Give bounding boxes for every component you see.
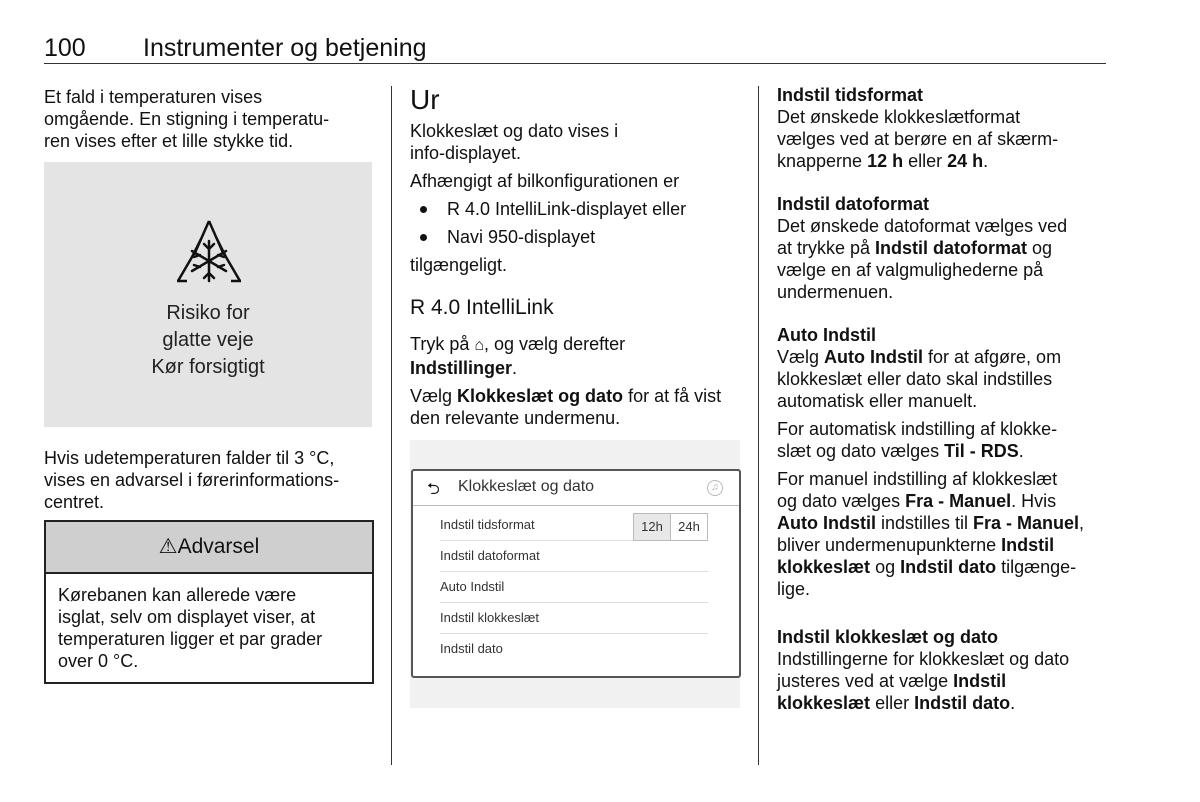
warning-heading: ⚠Advarsel (46, 522, 372, 574)
home-icon: ⌂ (474, 337, 485, 354)
time-format-section: Indstil tidsformat Det ønskede klokkeslætformat vælges ved at berøre en af skærm- knapperne 12 h eller 24 h. (777, 85, 1059, 171)
display-line: Risiko for (166, 302, 250, 324)
music-note-icon[interactable]: ♫ (707, 480, 723, 496)
display-line: Kør forsigtigt (151, 356, 265, 378)
display-line: glatte veje (162, 329, 254, 351)
set-time-date-section: Indstil klokkeslæt og dato Indstillingerne for klokkeslæt og dato justeres ved at vælge Indstil klokkeslæt eller Indstil dato. (777, 627, 1070, 713)
warning-body: Kørebanen kan allerede være isglat, selv om displayet viser, at temperaturen ligger et par grader over 0 °C. (58, 585, 323, 671)
header-rule (44, 63, 1106, 64)
display-illustration (44, 162, 372, 427)
clock-intro: Klokkeslæt og dato vises i info-displayet. Afhængigt af bilkonfigurationen er R 4.0 IntelliLink-displayet eller Navi 950-displayet tilgængeligt. (410, 120, 745, 276)
r4-instructions: Tryk på ⌂, og vælg derefter Indstillinger. Vælg Klokkeslæt og dato for at få vist den relevante undermenu. (410, 334, 722, 428)
date-format-section: Indstil datoformat Det ønskede datoformat vælges ved at trykke på Indstil datoformat og vælge en af valgmulighederne på undermenuen. (777, 194, 1068, 302)
screen-header: ⮌ Klokkeslæt og dato ♫ (413, 471, 739, 506)
column-divider (391, 86, 392, 765)
menu-item[interactable]: Indstil klokkeslæt (440, 602, 708, 634)
menu-item[interactable]: Auto Indstil (440, 571, 708, 603)
warning-box (44, 520, 374, 684)
column-divider (758, 86, 759, 765)
menu-item[interactable]: Indstil dato (440, 641, 503, 656)
auto-set-section: Auto Indstil Vælg Auto Indstil for at afgøre, om klokkeslæt eller dato skal indstilles automatisk eller manuelt. For automatisk indstilling af klokke- slæt og dato vælges Til - RDS. For manuel indstilling af klokkeslæt og dato vælges Fra - Manuel. Hvis Auto Indstil indstilles til Fra - Manuel, bliver undermenupunkterne Indstil klokkeslæt og Indstil dato tilgænge- lige. (777, 325, 1085, 599)
list-item: Navi 950-displayet (410, 226, 745, 248)
intro-paragraph: Et fald i temperaturen vises omgående. En stigning i temperatu- ren vises efter et lille stykke tid. (44, 87, 330, 151)
road-ice-icon (174, 217, 244, 287)
section-heading: Ur (410, 84, 440, 115)
time-format-toggle[interactable] (633, 513, 708, 541)
list-item: R 4.0 IntelliLink-displayet eller (410, 198, 745, 220)
subheading: R 4.0 IntelliLink (410, 296, 554, 319)
page-title: Instrumenter og betjening (143, 34, 427, 62)
page-number: 100 (44, 34, 86, 62)
menu-item[interactable]: Indstil tidsformat 12h 24h (440, 509, 708, 541)
warning-triangle-icon: ⚠ (158, 535, 178, 558)
infotainment-screen (411, 469, 741, 678)
after-paragraph: Hvis udetemperaturen falder til 3 °C, vises en advarsel i førerinformations- centret. (44, 448, 340, 512)
12h-button[interactable]: 12h (634, 514, 671, 540)
24h-button[interactable]: 24h (678, 519, 700, 534)
menu-item[interactable]: Indstil datoformat (440, 540, 708, 572)
back-arrow-icon[interactable]: ⮌ (427, 481, 440, 498)
